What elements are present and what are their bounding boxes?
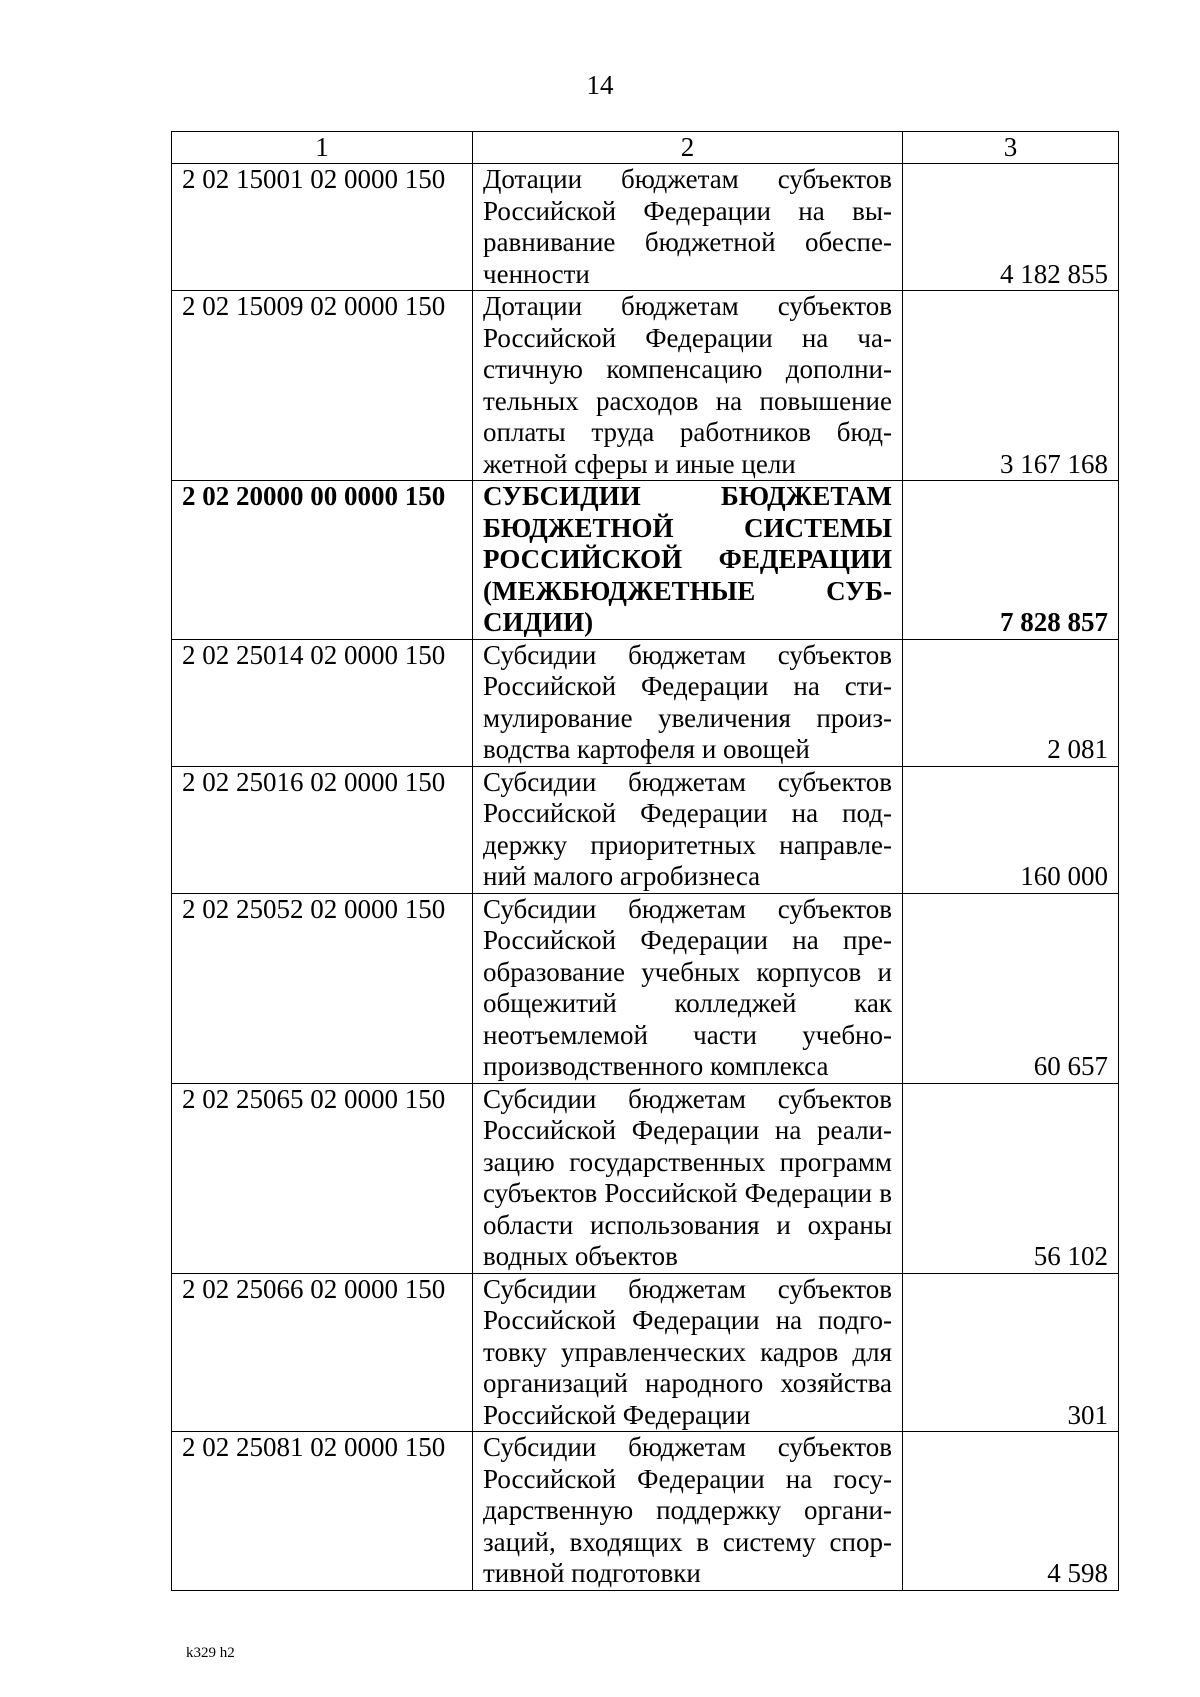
column-header-description: 2 xyxy=(473,132,903,164)
row-amount: 160 000 xyxy=(903,766,1119,893)
row-amount: 56 102 xyxy=(903,1083,1119,1273)
table-row xyxy=(172,893,1119,1083)
table-row xyxy=(172,639,1119,766)
budget-table xyxy=(171,131,1119,1591)
row-code: 2 02 25081 02 0000 150 xyxy=(172,1432,473,1591)
table-row-section-total xyxy=(172,481,1119,640)
row-code: 2 02 25016 02 0000 150 xyxy=(172,766,473,893)
row-code: 2 02 20000 00 0000 150 xyxy=(172,481,473,640)
table-row xyxy=(172,164,1119,291)
row-description: СУБСИДИИ БЮДЖЕТАМ БЮДЖЕТНОЙ СИСТЕМЫ РОССИЙСКОЙ ФЕДЕРАЦИИ (МЕЖБЮДЖЕТНЫЕ СУБСИДИИ) xyxy=(473,481,903,640)
table-row xyxy=(172,1273,1119,1432)
column-header-amount: 3 xyxy=(903,132,1119,164)
row-amount: 2 081 xyxy=(903,639,1119,766)
row-amount: 4 598 xyxy=(903,1432,1119,1591)
row-description: Дотации бюджетам субъектов Российской Федерации на выравнивание бюджетной обеспеченности xyxy=(473,164,903,291)
table-row xyxy=(172,766,1119,893)
row-code: 2 02 25065 02 0000 150 xyxy=(172,1083,473,1273)
row-description: Субсидии бюджетам субъектов Российской Федерации на подготовку управленческих кадров для организаций народного хозяйства Российской Федерации xyxy=(473,1273,903,1432)
row-description: Субсидии бюджетам субъектов Российской Федерации на государственную поддержку организаций, входящих в систему спортивной подготовки xyxy=(473,1432,903,1591)
page-number: 14 xyxy=(586,70,614,100)
row-description: Субсидии бюджетам субъектов Российской Федерации на стимулирование увеличения производства картофеля и овощей xyxy=(473,639,903,766)
row-code: 2 02 15001 02 0000 150 xyxy=(172,164,473,291)
table-header-row xyxy=(172,132,1119,164)
row-description: Дотации бюджетам субъектов Российской Федерации на частичную компенсацию дополнительных расходов на повышение оплаты труда работников бюджетной сферы и иные цели xyxy=(473,291,903,481)
row-amount: 7 828 857 xyxy=(903,481,1119,640)
row-code: 2 02 25066 02 0000 150 xyxy=(172,1273,473,1432)
table-row xyxy=(172,1083,1119,1273)
row-description: Субсидии бюджетам субъектов Российской Федерации на поддержку приоритетных направлений малого агробизнеса xyxy=(473,766,903,893)
table-row xyxy=(172,1432,1119,1591)
row-description: Субсидии бюджетам субъектов Российской Федерации на реализацию государственных программ субъектов Российской Федерации в области использования и охраны водных объектов xyxy=(473,1083,903,1273)
row-amount: 301 xyxy=(903,1273,1119,1432)
table-row xyxy=(172,291,1119,481)
row-description: Субсидии бюджетам субъектов Российской Федерации на преобразование учебных корпусов и общежитий колледжей как неотъемлемой части учебно-производственного комплекса xyxy=(473,893,903,1083)
row-code: 2 02 25052 02 0000 150 xyxy=(172,893,473,1083)
row-amount: 60 657 xyxy=(903,893,1119,1083)
row-code: 2 02 15009 02 0000 150 xyxy=(172,291,473,481)
row-amount: 3 167 168 xyxy=(903,291,1119,481)
row-code: 2 02 25014 02 0000 150 xyxy=(172,639,473,766)
footer-document-code: k329 h2 xyxy=(186,1645,235,1661)
row-amount: 4 182 855 xyxy=(903,164,1119,291)
column-header-code: 1 xyxy=(172,132,473,164)
